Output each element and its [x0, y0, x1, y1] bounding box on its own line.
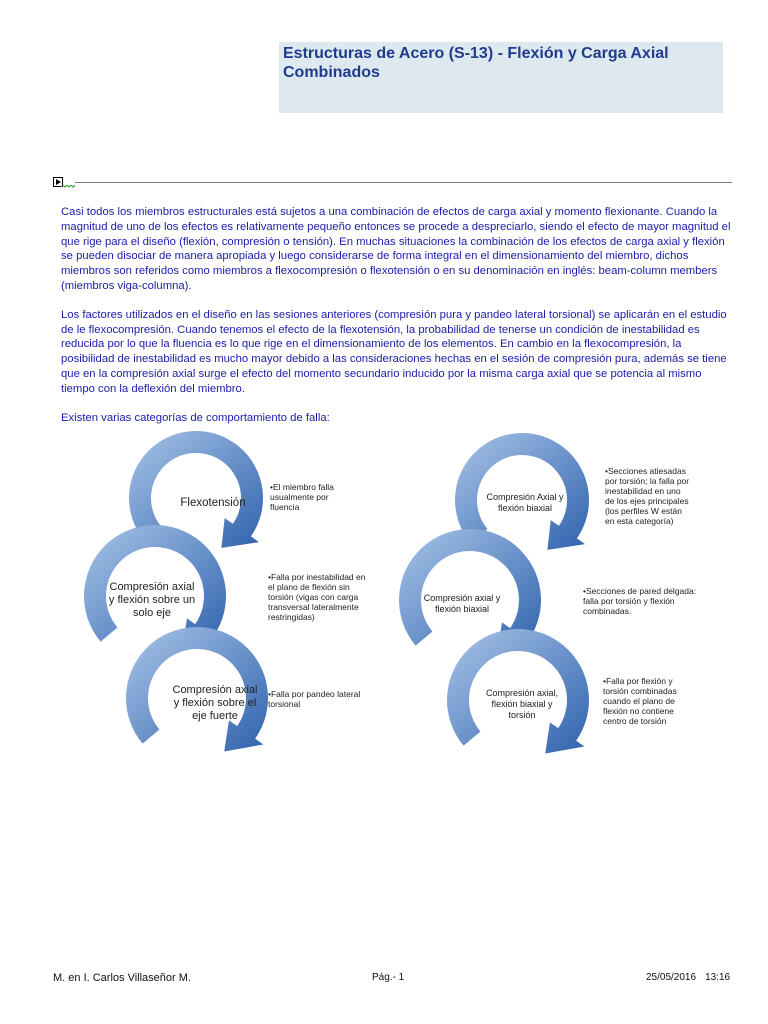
label-compression-one-axis-line: solo eje	[133, 607, 171, 619]
note-compression-strong-axis-line: •Falla por pandeo lateral	[268, 689, 361, 699]
label-biaxial-2-line: flexión biaxial	[434, 604, 490, 614]
note-biaxial-1-line: de los ejes principales	[605, 496, 689, 506]
label-compression-strong-axis-line: eje fuerte	[192, 710, 238, 722]
note-biaxial-1-line: (los perfiles W están	[605, 506, 682, 516]
note-compression-one-axis-line: restringidas)	[268, 612, 315, 622]
note-biaxial-torsion-line: centro de torsión	[603, 716, 667, 726]
paragraph-categories: Existen varias categorías de comportamiento de falla:	[61, 411, 330, 424]
label-biaxial-2	[424, 593, 501, 614]
section-divider	[75, 182, 732, 183]
page-title-line1: Estructuras de Acero (S-13) - Flexión y Carga Axial	[283, 45, 669, 62]
note-biaxial-1-line: en esta categoría)	[605, 516, 674, 526]
footer-time: 13:16	[705, 972, 731, 983]
label-compression-one-axis-line: Compresión axial	[109, 581, 195, 593]
note-biaxial-torsion-line: torsión combinadas	[603, 686, 677, 696]
note-biaxial-torsion-line: flexión no contiene	[603, 706, 674, 716]
note-biaxial-torsion	[603, 676, 677, 726]
spelling-squiggle-icon	[61, 185, 75, 189]
page-title-box	[279, 42, 723, 113]
note-compression-strong-axis	[268, 689, 360, 709]
note-biaxial-2-line: falla por torsión y flexión	[583, 596, 675, 606]
note-flexotension-line: fluencia	[270, 502, 300, 512]
footer-datetime	[646, 972, 730, 983]
note-compression-one-axis	[268, 572, 366, 622]
note-biaxial-1-line: por torsión; la falla por	[605, 476, 690, 486]
label-flexotension-line: Flexotensión	[180, 497, 246, 509]
label-flexotension	[180, 497, 245, 509]
page-title-line2: Combinados	[283, 64, 380, 81]
label-compression-strong-axis-line: Compresión axial	[172, 684, 258, 696]
note-biaxial-torsion-line: •Falla por flexión y	[603, 676, 673, 686]
footer-page-number: Pág.- 1	[372, 972, 405, 983]
paragraph-factors: Los factores utilizados en el diseño en las sesiones anteriores (compresión pura y pandeo lateral torsional) se aplicarán en el estudio de le flexocompresión. Cuando tenemos el efecto de la flexotensión, la probabilidad de tenerse un condición de inestabilidad es reducida por lo que la fluencia es lo que rige en el dimensionamiento de los elementos. En cambio en la flexocompresión, la posibilidad de inestabilidad es mucho mayor debido a las consideraciones hechas en el sesión de compresión pura, además se tiene que en la compresión axial surge el efecto del momento secundario inducido por la misma carga axial que se potencia al mismo tiempo con la deflexión del miembro.	[61, 308, 727, 395]
label-biaxial-torsion-line: Compresión axial,	[485, 688, 559, 698]
note-flexotension	[270, 482, 334, 512]
label-biaxial-torsion-line: torsión	[508, 710, 536, 720]
label-biaxial-1	[486, 492, 564, 513]
label-biaxial-1-line: flexión biaxial	[497, 503, 553, 513]
note-compression-one-axis-line: transversal lateralmente	[268, 602, 359, 612]
note-biaxial-1-line: •Secciones atiesadas	[605, 466, 686, 476]
note-biaxial-2	[583, 586, 696, 616]
failure-categories-diagram	[60, 428, 740, 788]
label-biaxial-1-line: Compresión Axial y	[486, 492, 564, 502]
note-biaxial-1	[605, 466, 689, 526]
body-text	[61, 205, 736, 439]
note-compression-one-axis-line: torsión (vigas con carga	[268, 592, 359, 602]
note-flexotension-line: usualmente por	[270, 492, 329, 502]
label-compression-one-axis-line: y flexión sobre un	[108, 594, 196, 606]
paragraph-intro: Casi todos los miembros estructurales está sujetos a una combinación de efectos de carga axial y momento flexionante. Cuando la magnitud de uno de los efectos es relativamente pequeño entonces se procede a despreciarlo, siendo el efecto de mayor magnitud el que rige para el diseño (flexión, compresión o tensión). En muchas situaciones la combinación de los efectos de carga axial y flexión se pueden disociar de manera apropiada y luego considerarse de forma integral en el dimensionamiento del miembro, dichos miembros son referidos como miembros a flexocompresión o flexotensión o en su denominación en inglés: beam-column members (miembros viga-columna).	[61, 206, 731, 292]
footer-date: 25/05/2016	[646, 972, 697, 983]
note-flexotension-line: •El miembro falla	[270, 482, 334, 492]
note-biaxial-1-line: inestabilidad en uno	[605, 486, 681, 496]
label-biaxial-2-line: Compresión axial y	[423, 593, 501, 603]
note-biaxial-torsion-line: cuando el plano de	[603, 696, 675, 706]
note-compression-one-axis-line: •Falla por inestabilidad en	[268, 572, 366, 582]
note-compression-strong-axis-line: torsional	[268, 699, 301, 709]
note-biaxial-2-line: •Secciones de pared delgada:	[583, 586, 697, 596]
note-biaxial-2-line: combinadas.	[583, 606, 632, 616]
label-biaxial-torsion-line: flexión biaxial y	[491, 699, 553, 709]
label-biaxial-torsion	[486, 688, 558, 720]
label-compression-strong-axis-line: y flexión sobre el	[173, 697, 257, 709]
label-compression-one-axis	[109, 581, 195, 619]
note-compression-one-axis-line: el plano de flexión sin	[268, 582, 350, 592]
footer-author: M. en I. Carlos Villaseñor M.	[53, 972, 191, 984]
